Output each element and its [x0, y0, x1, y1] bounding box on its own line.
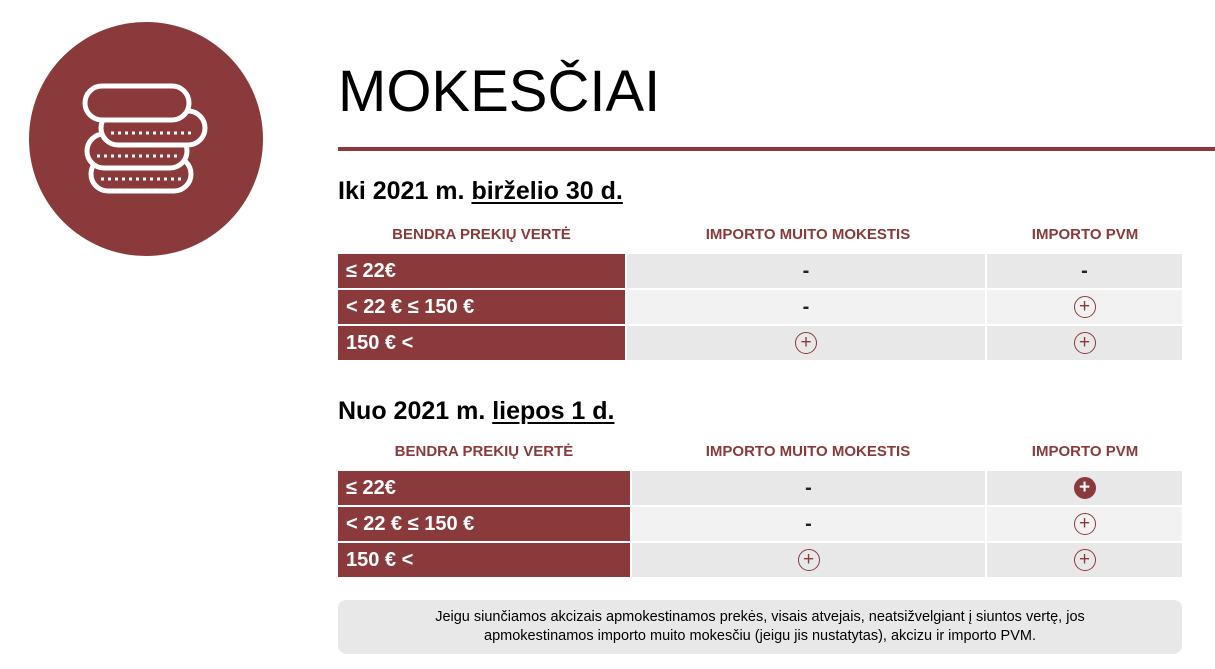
- note-line-1: Jeigu siunčiamos akcizais apmokestinamos prekės, visais atvejais, neatsižvelgiant į siuntos vertę, jos: [435, 609, 1085, 625]
- section1-heading-prefix: Iki 2021 m.: [338, 177, 472, 205]
- plus-circle-icon: +: [1074, 332, 1096, 354]
- table-row: [338, 543, 1182, 577]
- section2-heading-prefix: Nuo 2021 m.: [338, 397, 493, 425]
- row-label: 150 € <: [338, 326, 625, 360]
- vat-cell: [987, 254, 1182, 288]
- section2-heading: [338, 396, 615, 426]
- header-import-vat: IMPORTO PVM: [1031, 226, 1139, 243]
- duty-cell: [632, 507, 985, 541]
- vat-cell: [987, 507, 1182, 541]
- header-total-value: BENDRA PREKIŲ VERTĖ: [392, 226, 571, 243]
- header-import-duty: IMPORTO MUITO MOKESTIS: [705, 226, 911, 243]
- section2-table: [338, 435, 1182, 579]
- header-import-duty: IMPORTO MUITO MOKESTIS: [705, 443, 911, 460]
- table-header: [338, 435, 1182, 471]
- title-divider: [338, 147, 1215, 151]
- vat-cell: [987, 471, 1182, 505]
- header-import-vat: IMPORTO PVM: [1031, 443, 1139, 460]
- duty-cell: [627, 254, 985, 288]
- plus-circle-icon: +: [1074, 296, 1096, 318]
- row-label: 150 € <: [338, 543, 630, 577]
- table-row: [338, 471, 1182, 505]
- section1-table: [338, 218, 1182, 362]
- page-title: MOKESČIAI: [338, 59, 661, 124]
- plus-circle-icon: +: [1074, 549, 1096, 571]
- section1-heading: [338, 176, 623, 206]
- table-row: [338, 254, 1182, 288]
- table-row: [338, 290, 1182, 324]
- row-label: < 22 € ≤ 150 €: [338, 507, 630, 541]
- section1-heading-date: birželio 30 d.: [471, 177, 623, 205]
- dash-mark: -: [805, 512, 812, 535]
- vat-cell: [987, 543, 1182, 577]
- table-row: [338, 507, 1182, 541]
- plus-circle-filled-icon: +: [1074, 477, 1096, 499]
- dash-mark: -: [802, 295, 810, 318]
- vat-cell: [987, 326, 1182, 360]
- dash-mark: -: [1081, 259, 1088, 282]
- coin-stack-icon: [29, 22, 263, 256]
- row-label: ≤ 22€: [338, 471, 630, 505]
- vat-cell: [987, 290, 1182, 324]
- plus-circle-icon: +: [795, 332, 817, 354]
- section2-heading-date: liepos 1 d.: [492, 397, 615, 425]
- note-line-2: apmokestinamos importo muito mokesčiu (jeigu jis nustatytas), akcizu ir importo PVM.: [484, 628, 1036, 644]
- plus-circle-icon: +: [1074, 513, 1096, 535]
- duty-cell: [627, 326, 985, 360]
- dash-mark: -: [805, 476, 812, 499]
- row-label: ≤ 22€: [338, 254, 625, 288]
- dash-mark: -: [802, 259, 810, 282]
- logo-circle: [29, 22, 263, 256]
- plus-circle-icon: +: [798, 549, 820, 571]
- duty-cell: [627, 290, 985, 324]
- table-header: [338, 218, 1182, 254]
- duty-cell: [632, 543, 985, 577]
- header-total-value: BENDRA PREKIŲ VERTĖ: [394, 443, 574, 460]
- row-label: < 22 € ≤ 150 €: [338, 290, 625, 324]
- table-row: [338, 326, 1182, 360]
- excise-note: [338, 600, 1182, 654]
- duty-cell: [632, 471, 985, 505]
